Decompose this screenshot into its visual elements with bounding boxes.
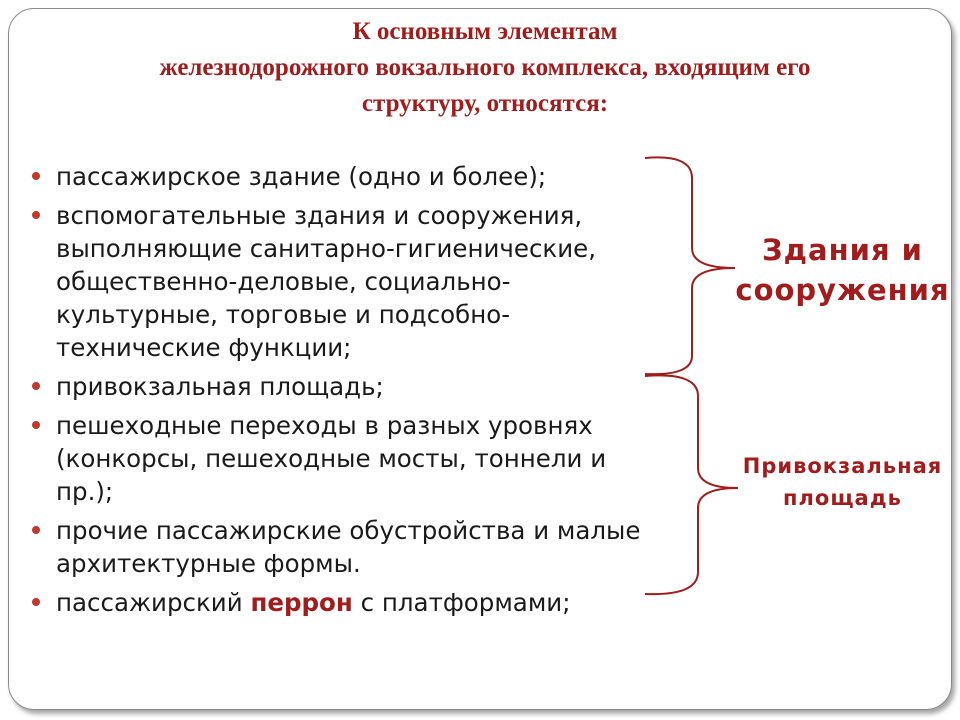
list-item-text-before: пассажирский [56, 588, 251, 617]
list-item [32, 160, 652, 193]
list-item [32, 586, 652, 619]
list-item [32, 199, 652, 364]
list-item-text: прочие пассажирские обустройства и малые архитектурные формы. [56, 516, 641, 578]
list-item-text-after: с платформами; [352, 588, 571, 617]
highlight-platform: перрон [250, 588, 353, 617]
list-item-text: вспомогательные здания и сооружения, выполняющие санитарно-гигиенические, общественно-деловые, социально-культурные, торговые и подсобно-технические функции; [56, 201, 597, 362]
title-line-1: К основным элементам [352, 18, 618, 45]
bullet-dot-icon [32, 421, 40, 429]
brace-upper-icon [645, 157, 735, 374]
bullet-dot-icon [32, 526, 40, 534]
bullet-dot-icon [32, 382, 40, 390]
bullet-list [32, 160, 652, 625]
list-item-text: привокзальная площадь; [56, 372, 384, 401]
list-item [32, 370, 652, 403]
bullet-dot-icon [32, 172, 40, 180]
bullet-dot-icon [32, 211, 40, 219]
bullet-dot-icon [32, 598, 40, 606]
group-label-station-square: Привокзальная площадь [742, 454, 943, 510]
title-line-3: структуру, относятся: [361, 90, 609, 117]
list-item [32, 409, 652, 508]
list-item-text: пешеходные переходы в разных уровнях (конкорсы, пешеходные мосты, тоннели и пр.); [56, 411, 607, 506]
title-line-2: железнодорожного вокзального комплекса, входящим его [159, 54, 811, 81]
slide-title [40, 14, 930, 122]
group-label-buildings: Здания и сооружения [735, 233, 950, 307]
list-item [32, 514, 652, 580]
list-item-text: пассажирское здание (одно и более); [56, 162, 547, 191]
brace-lower-icon [645, 375, 738, 594]
grouping-braces [640, 150, 740, 610]
